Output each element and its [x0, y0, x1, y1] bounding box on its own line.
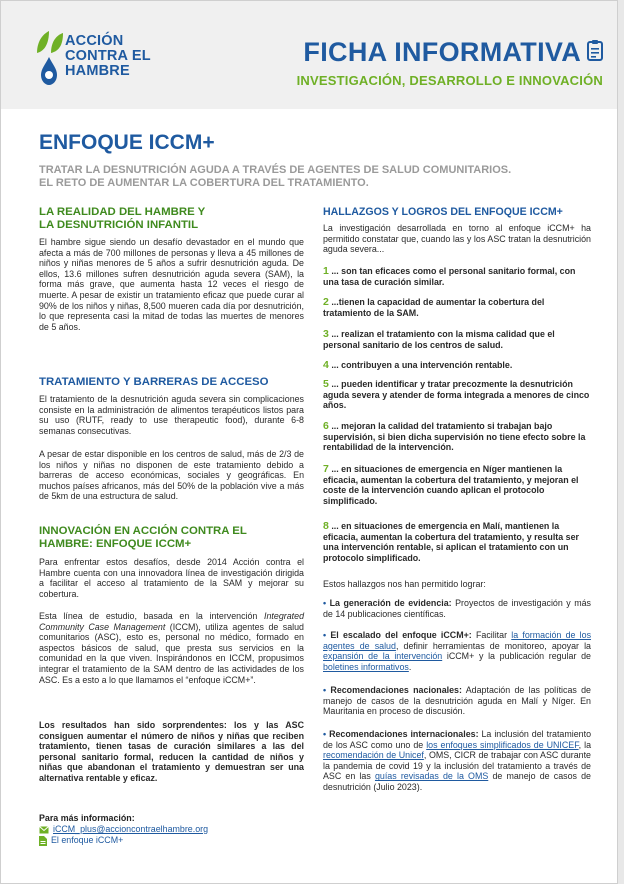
- achievement-international: • Recomendaciones internacionales: La inclusión del tratamiento de los ASC como uno de los enfoques simplificados de UNICEF, la recomendación de Unicef, OMS, CICR de trabajar con ASC durante la pandemia de covid 19 y la inclusión del tratamiento a través de ASC en las guías revisadas de la OMS de manejo de casos de desnutrición (Julio 2023).: [323, 729, 592, 792]
- achievement-national: • Recomendaciones nacionales: Adaptación de las políticas de manejo de casos de la desnutrición aguda en Malí y Níger. En Mauritania en proceso de discusión.: [323, 685, 591, 717]
- unicef-recommendation-link[interactable]: recomendación de Unicef: [323, 750, 424, 761]
- iccm-link-row[interactable]: [39, 835, 208, 846]
- footer-label: Para más información:: [39, 813, 135, 823]
- achievements-intro: Estos hallazgos nos han permitido lograr:: [323, 579, 486, 589]
- findings-heading: HALLAZGOS Y LOGROS DEL ENFOQUE ICCM+: [323, 206, 563, 218]
- achievement-scaling: • El escalado del enfoque iCCM+: Facilitar la formación de los agentes de salud, definir herramientas de monitoreo, apoyar la expansión de la intervención iCCM+ y la publicación regular de boletines informativos.: [323, 630, 592, 672]
- email-link[interactable]: iCCM_plus@accioncontraelhambre.org: [53, 824, 209, 834]
- logo-text: ACCIÓN CONTRA EL HAMBRE: [65, 33, 151, 79]
- footer-contact: [39, 813, 208, 846]
- expansion-link[interactable]: expansión de la intervención: [323, 651, 443, 662]
- who-guidelines-link[interactable]: guías revisadas de la OMS: [374, 771, 489, 782]
- reality-paragraph: El hambre sigue siendo un desafío devastador en el mundo que afecta a más de 700 millones de personas y lleva a 45 millones de niños y niñas menores de 5 años a sufrir desnutrición aguda. De ellos, 13.6 millones sufren desnutrición aguda severa (SAM), la forma más grave, que aumenta hasta 12 veces el riesgo de muerte. A pesar de existir un tratamiento eficaz que puede curar al 90% de los niños y niñas, 8,500 mueren cada día por desnutrición, lo que representa casi la mitad de todas las muertes de menores de 5 años.: [39, 237, 304, 332]
- findings-intro: La investigación desarrollada en torno al enfoque iCCM+ ha permitido constatar que, cuando las y los ASC tratan la desnutrición aguda severa...: [323, 223, 591, 255]
- finding-item: 6 ... mejoran la calidad del tratamiento si trabajan bajo supervisión, si bien dicha supervisión no tiene efecto sobre la rentabilidad de la intervención.: [323, 420, 586, 453]
- finding-item: 8 ... en situaciones de emergencia en Malí, mantienen la eficacia, aumentan la cobertura del tratamiento, y resulta ser una intervención rentable, si aplican el tratamiento con un protocolo simplificado.: [323, 520, 579, 563]
- leaf-drop-icon: [35, 29, 65, 87]
- section-heading-reality: LA REALIDAD DEL HAMBRE Y LA DESNUTRICIÓN INFANTIL: [39, 206, 206, 231]
- ficha-subtitle: INVESTIGACIÓN, DESARROLLO E INNOVACIÓN: [296, 73, 603, 88]
- achievement-evidence: • La generación de evidencia: Proyectos de investigación y más de 14 publicaciones científicas.: [323, 598, 591, 619]
- finding-item: 4 ... contribuyen a una intervención rentable.: [323, 359, 513, 371]
- mail-icon: [39, 826, 49, 834]
- training-link[interactable]: la formación de los agentes de salud: [323, 630, 592, 651]
- treatment-paragraph-1: El tratamiento de la desnutrición aguda severa sin complicaciones consiste en la administración de alimentos terapéuticos listos para su uso (RUTF, ready to use therapeutic food), durante 6-8 semanas consecutivas.: [39, 394, 304, 436]
- section-heading-innovation: INNOVACIÓN EN ACCIÓN CONTRA EL HAMBRE: ENFOQUE ICCM+: [39, 525, 247, 550]
- finding-item: 1 ... son tan eficaces como el personal sanitario formal, con una tasa de curación similar.: [323, 265, 576, 287]
- logo: [35, 29, 175, 89]
- finding-item: 5 ... pueden identificar y tratar precozmente la desnutrición aguda severa y atender de forma integrada a menores de cinco años.: [323, 378, 590, 411]
- innovation-paragraph-1: Para enfrentar estos desafíos, desde 2014 Acción contra el Hambre cuenta con una innovadora línea de investigación dirigida a facilitar el acceso al tratamiento de la SAM y mejorar su cobertura.: [39, 557, 304, 599]
- iccm-link[interactable]: El enfoque iCCM+: [51, 835, 124, 845]
- section-heading-treatment: TRATAMIENTO Y BARRERAS DE ACCESO: [39, 376, 269, 388]
- document-icon: [39, 836, 47, 846]
- finding-item: 7 ... en situaciones de emergencia en Níger mantienen la eficacia, aumentan la cobertura del tratamiento, y mejoran el coste de la intervención cuando aplican el protocolo simplificado.: [323, 463, 579, 506]
- intro-heading: TRATAR LA DESNUTRICIÓN AGUDA A TRAVÉS DE AGENTES DE SALUD COMUNITARIOS. EL RETO DE AUMENTAR LA COBERTURA DEL TRATAMIENTO.: [39, 164, 512, 189]
- clipboard-icon: [587, 39, 603, 61]
- email-row[interactable]: [39, 824, 208, 835]
- finding-item: 3 ... realizan el tratamiento con la misma calidad que el personal sanitario de los centros de salud.: [323, 328, 555, 350]
- header-band: [1, 1, 617, 109]
- page-title: ENFOQUE ICCM+: [39, 131, 215, 154]
- unicef-approaches-link[interactable]: los enfoques simplificados de UNICEF: [426, 739, 579, 750]
- results-paragraph: Los resultados han sido sorprendentes: los y las ASC consiguen aumentar el número de niños y niñas que reciben tratamiento, tienen tasas de curación similares a las del personal sanitario formal, reducen la cantidad de niños y niñas que abandonan el tratamiento y demuestran ser una alternativa rentable y eficaz.: [39, 720, 304, 783]
- ficha-title: FICHA INFORMATIVA: [303, 37, 581, 67]
- treatment-paragraph-2: A pesar de estar disponible en los centros de salud, más de 2/3 de los niños y niñas no disponen de este tratamiento debido a barreras de acceso económicas, sociales y geográficas. En muchos países africanos, más del 50% de la población vive a más de 5km de una estructura de salud.: [39, 449, 304, 502]
- finding-item: 2 ...tienen la capacidad de aumentar la cobertura del tratamiento de la SAM.: [323, 296, 545, 318]
- bulletins-link[interactable]: boletines informativos: [323, 661, 409, 672]
- innovation-paragraph-2: Esta línea de estudio, basada en la intervención Integrated Community Case Management (ICCM), utiliza agentes de salud comunitarios (ASC), esto es, personal no médico, formado en aspectos básicos de salud, que presta sus servicios en la comunidad en la que viven. Inspirándonos en ICCM, propusimos integrar el tratamiento de la SAM dentro de las actividades de los ASC. Es a esto a lo que llamamos el “enfoque iCCM+”.: [39, 611, 304, 685]
